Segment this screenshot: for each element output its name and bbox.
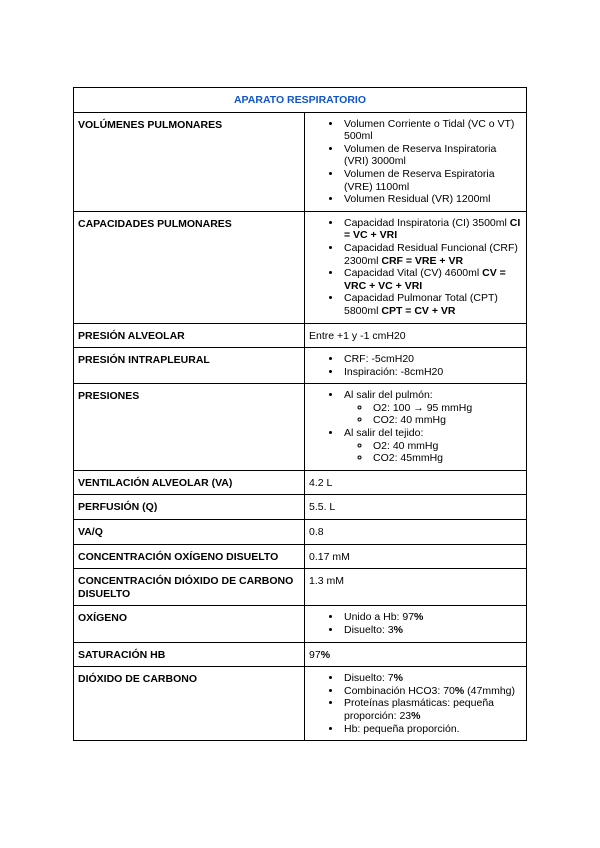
row-value: 1.3 mM [305, 569, 527, 606]
list-item [342, 723, 522, 736]
table-row [74, 642, 527, 667]
row-value: 0.8 [305, 520, 527, 545]
row-value [305, 112, 527, 211]
sub-list-item: ◦ CO2: 40 mmHg [371, 414, 522, 427]
table-row [74, 544, 527, 569]
table-row [74, 606, 527, 642]
group-heading: Al salir del tejido: [344, 427, 424, 440]
formula: CV = VRC + VC + VRI [344, 267, 506, 292]
row-label: PRESIONES [74, 384, 305, 471]
list-item: • Volumen Corriente o Tidal (VC o VT) 500ml [342, 118, 522, 143]
list-item [342, 292, 522, 317]
row-value: 5.5. L [305, 495, 527, 520]
table-row [74, 667, 527, 741]
row-label: CAPACIDADES PULMONARES [74, 211, 305, 323]
item-text: Proteínas plasmáticas: pequeña proporción: 23 [344, 697, 495, 722]
formula: CRF = VRE + VR [381, 254, 464, 267]
row-value [305, 348, 527, 384]
row-label: PRESIÓN INTRAPLEURAL [74, 348, 305, 384]
table-row [74, 569, 527, 606]
percent-sign: % [411, 709, 421, 722]
list-item [342, 427, 522, 465]
sub-list-item: ◦ CO2: 45mmHg [371, 452, 522, 465]
group-heading: Al salir del pulmón: [344, 389, 433, 402]
bullet-list [305, 217, 522, 318]
list-item: • Volumen de Reserva Espiratoria (VRE) 1100ml [342, 168, 522, 193]
list-item [342, 672, 522, 685]
row-label: CONCENTRACIÓN OXÍGENO DISUELTO [74, 544, 305, 569]
row-value: 4.2 L [305, 470, 527, 495]
sub-list [344, 402, 522, 427]
sub-list-item: ◦ O2: 100 → 95 mmHg [371, 402, 522, 415]
item-text: Capacidad Vital (CV) 4600ml [344, 267, 483, 280]
bullet-list [305, 611, 522, 636]
row-label: CONCENTRACIÓN DIÓXIDO DE CARBONO DISUELTO [74, 569, 305, 606]
row-label: VENTILACIÓN ALVEOLAR (VA) [74, 470, 305, 495]
list-item [342, 389, 522, 427]
list-item [342, 217, 522, 242]
item-text: Capacidad Residual Funcional (CRF) 2300ml [344, 241, 518, 267]
table-row [74, 323, 527, 348]
item-text: Disuelto: 7 [344, 672, 394, 685]
row-value [305, 384, 527, 471]
row-label: DIÓXIDO DE CARBONO [74, 667, 305, 741]
list-item: • Inspiración: -8cmH20 [342, 366, 522, 379]
bullet-list [305, 353, 522, 378]
item-text: Disuelto: 3 [344, 624, 394, 636]
row-value: Entre +1 y -1 cmH20 [305, 323, 527, 348]
item-text: Combinación HCO3: 70 [344, 684, 455, 697]
row-label: VOLÚMENES PULMONARES [74, 112, 305, 211]
respiratory-table [73, 87, 527, 741]
row-label: PRESIÓN ALVEOLAR [74, 323, 305, 348]
formula: CPT = CV + VR [381, 304, 456, 317]
row-label: VA/Q [74, 520, 305, 545]
table-row [74, 495, 527, 520]
list-item [342, 685, 522, 698]
row-value [305, 606, 527, 642]
percent-sign: % [320, 648, 331, 661]
item-text: Capacidad Inspiratoria (CI) 3500ml [344, 216, 510, 229]
list-item: • Volumen de Reserva Inspiratoria (VRI) 3000ml [342, 143, 522, 168]
sub-list-item: ◦ O2: 40 mmHg [371, 440, 522, 453]
row-label: SATURACIÓN HB [74, 642, 305, 667]
percent-sign: % [414, 611, 424, 624]
table-row [74, 112, 527, 211]
bullet-list [305, 118, 522, 206]
list-item [342, 267, 522, 292]
item-text: Hb: pequeña proporción. [344, 722, 460, 735]
row-value: 0.17 mM [305, 544, 527, 569]
bullet-list [305, 672, 522, 735]
formula: CI = VC + VRI [344, 216, 521, 242]
item-text: Capacidad Pulmonar Total (CPT) 5800ml [344, 292, 498, 317]
table-row [74, 348, 527, 384]
row-value [305, 667, 527, 741]
table-row [74, 520, 527, 545]
list-item [342, 611, 522, 624]
item-text: Unido a Hb: 97 [344, 611, 415, 624]
value-text: 97 [309, 648, 321, 661]
percent-sign: % [393, 624, 403, 636]
table-row [74, 470, 527, 495]
table-row [74, 384, 527, 471]
percent-sign: % [393, 672, 403, 685]
table-title-row [74, 88, 527, 113]
row-label: OXÍGENO [74, 606, 305, 642]
table-title: APARATO RESPIRATORIO [74, 88, 527, 113]
table-row [74, 211, 527, 323]
list-item [342, 242, 522, 267]
row-value [305, 642, 527, 667]
item-suffix: (47mmhg) [464, 684, 515, 697]
sub-list [344, 440, 522, 465]
list-item: • CRF: -5cmH20 [342, 353, 522, 366]
list-item [342, 624, 522, 637]
percent-sign: % [454, 684, 465, 697]
list-item: • Volumen Residual (VR) 1200ml [342, 193, 522, 206]
bullet-list [305, 389, 522, 465]
row-label: PERFUSIÓN (Q) [74, 495, 305, 520]
list-item [342, 697, 522, 722]
row-value [305, 211, 527, 323]
